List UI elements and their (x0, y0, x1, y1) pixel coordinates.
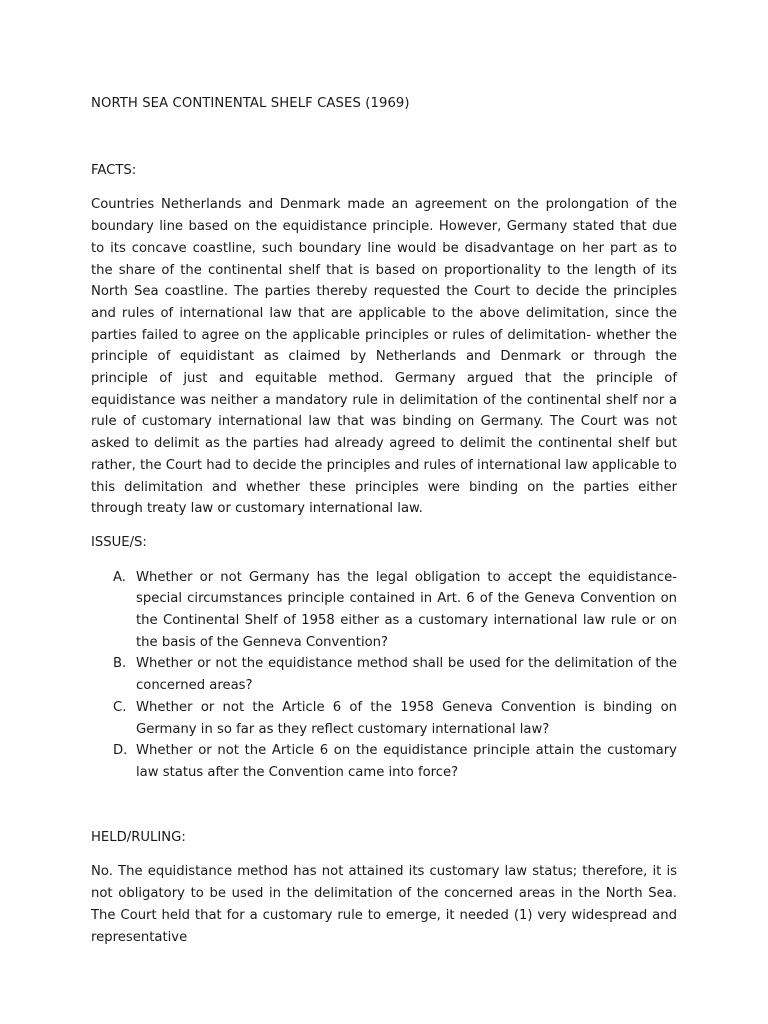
issue-text: Whether or not Germany has the legal obligation to accept the equidistance-special circumstances principle contained in Art. 6 of the Geneva Convention on the Continental Shelf of 1958 either as a customary international law rule or on the basis of the Genneva Convention? (136, 569, 677, 650)
issue-marker: B. (113, 656, 127, 672)
issue-text: Whether or not the Article 6 of the 1958 Geneva Convention is binding on Germany in so far as they reflect customary international law? (136, 699, 677, 737)
document-title: NORTH SEA CONTINENTAL SHELF CASES (1969) (91, 96, 410, 111)
issue-item-d (91, 740, 677, 783)
issues-heading: ISSUE/S: (91, 534, 147, 550)
issues-list (91, 567, 677, 784)
issue-text: Whether or not the equidistance method shall be used for the delimitation of the concerned areas? (136, 656, 677, 694)
issue-item-b (91, 653, 677, 696)
facts-paragraph: Countries Netherlands and Denmark made an agreement on the prolongation of the boundary line based on the equidistance principle. However, Germany stated that due to its concave coastline, such boundary line would be disadvantage on her part as to the share of the continental shelf that is based on proportionality to the length of its North Sea coastline. The parties thereby requested the Court to decide the principles and rules of international law that are applicable to the above delimitation, since the parties failed to agree on the applicable principles or rules of delimitation- whether the principle of equidistant as claimed by Netherlands and Denmark or through the principle of just and equitable method. Germany argued that the principle of equidistance was neither a mandatory rule in delimitation of the continental shelf nor a rule of customary international law that was binding on Germany. The Court was not asked to delimit as the parties had already agreed to delimit the continental shelf but rather, the Court had to decide the principles and rules of international law applicable to this delimitation and whether these principles were binding on the parties either through treaty law or customary international law. (91, 197, 677, 517)
held-paragraph: No. The equidistance method has not attained its customary law status; therefore, it is not obligatory to be used in the delimitation of the concerned areas in the North Sea. The Court held that for a customary rule to emerge, it needed (1) very widespread and representative (91, 864, 677, 945)
facts-heading: FACTS: (91, 162, 137, 178)
held-heading: HELD/RULING: (91, 829, 186, 845)
document-page (91, 93, 677, 948)
issue-item-a (91, 567, 677, 654)
issue-marker: D. (113, 743, 128, 759)
issue-item-c (91, 697, 677, 740)
issue-marker: C. (113, 699, 127, 715)
issue-text: Whether or not the Article 6 on the equidistance principle attain the customary law status after the Convention came into force? (136, 743, 677, 780)
issue-marker: A. (113, 569, 126, 585)
